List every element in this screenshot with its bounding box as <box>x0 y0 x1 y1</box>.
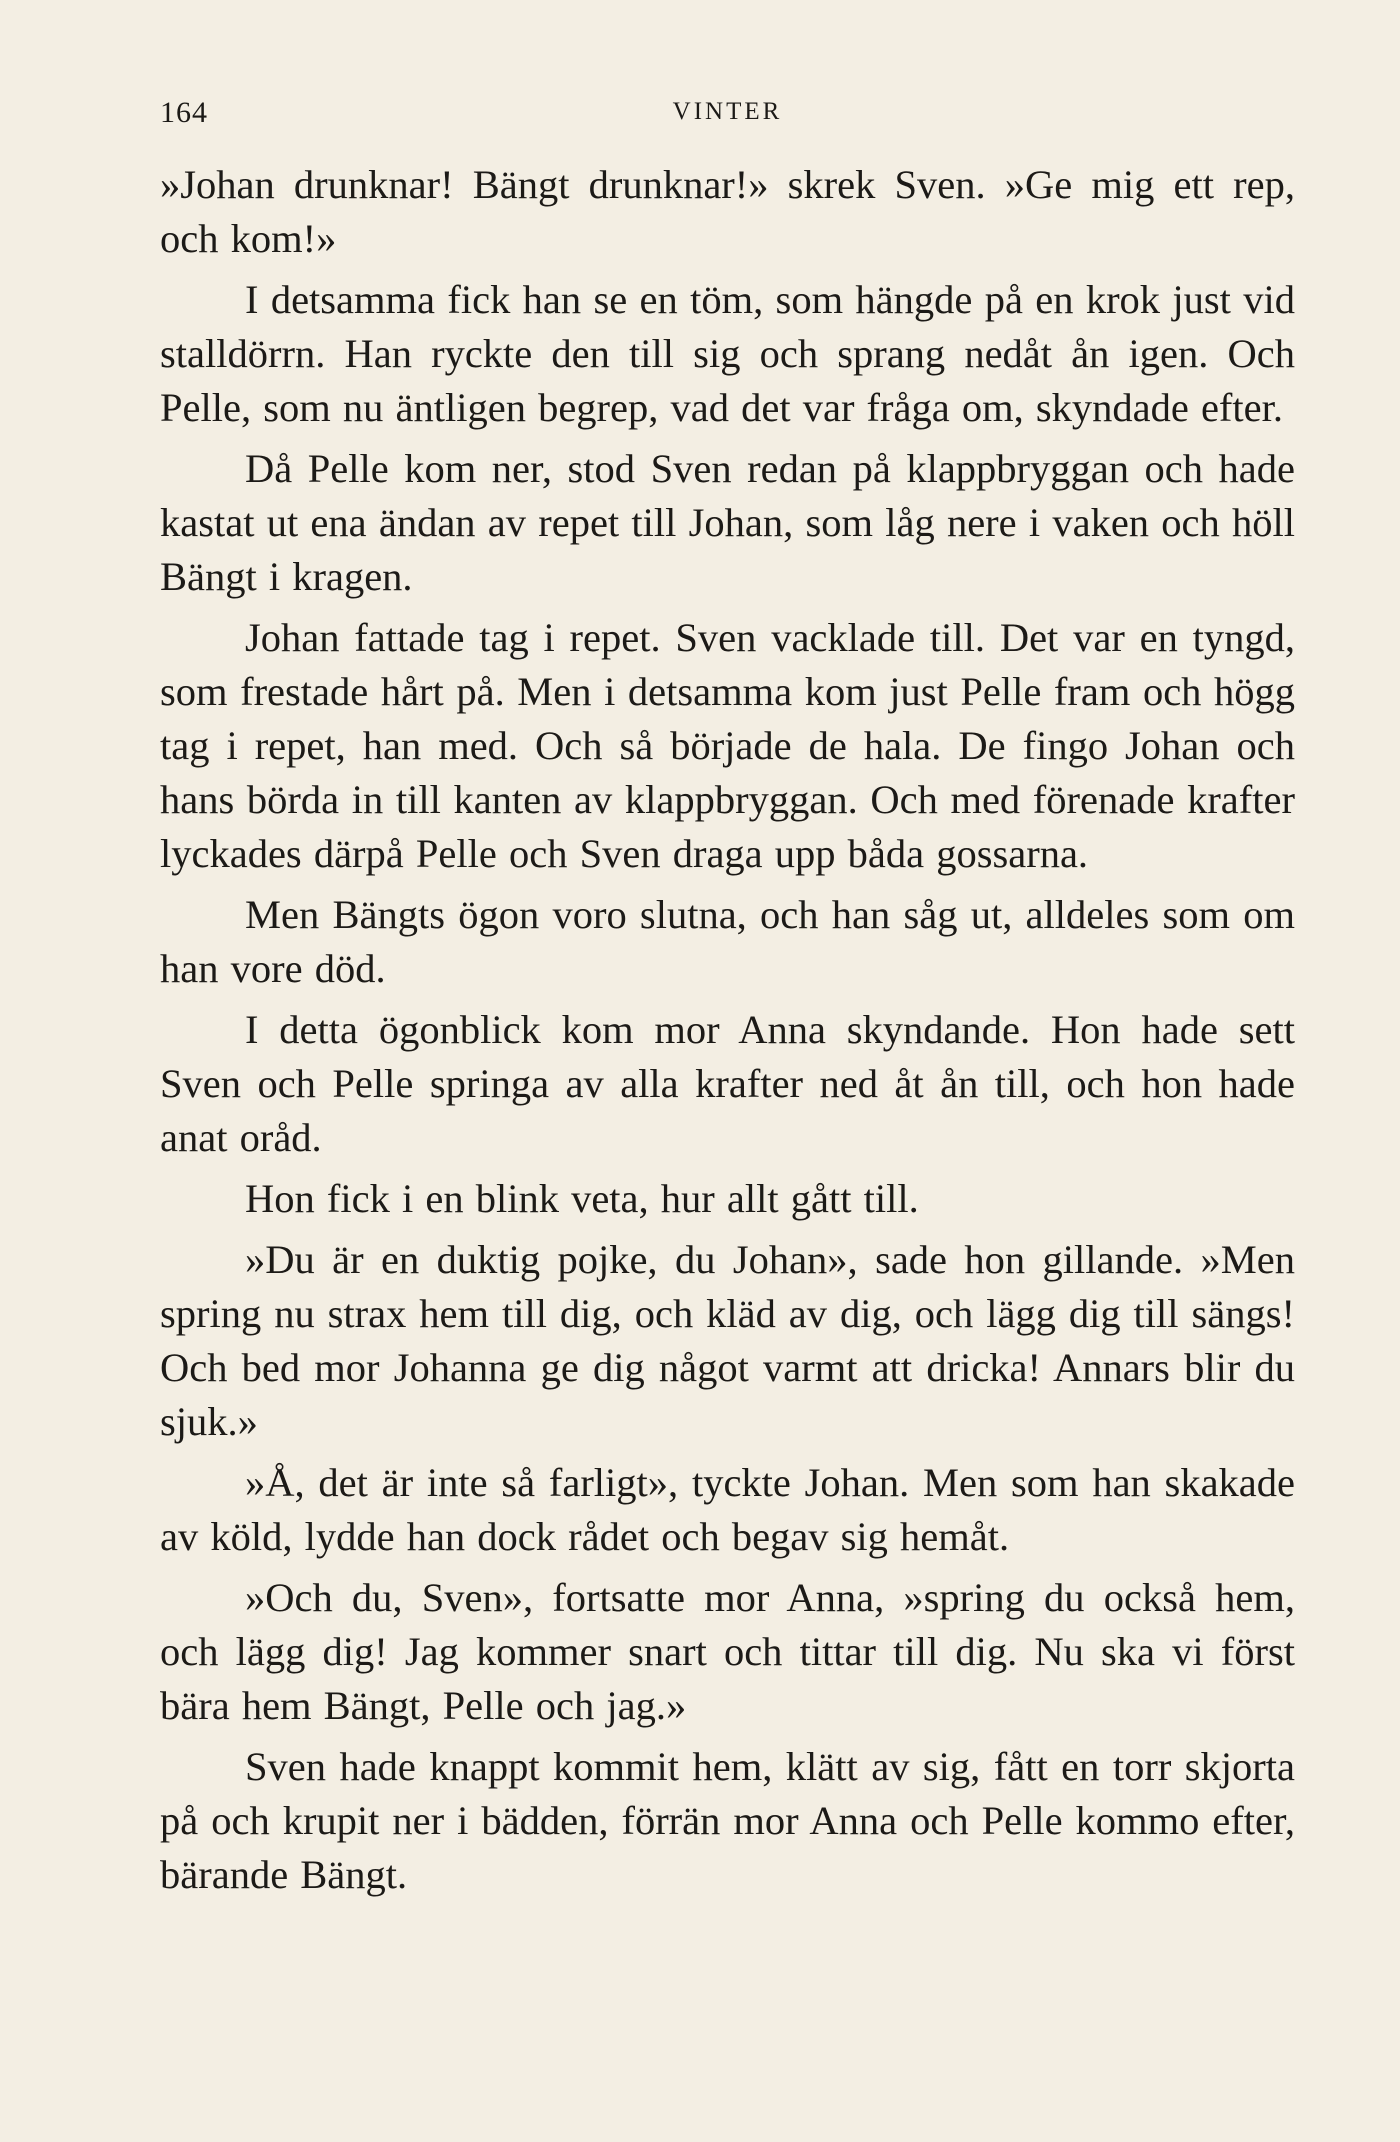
paragraph: »Johan drunknar! Bängt drunknar!» skrek Sven. »Ge mig ett rep, och kom!» <box>160 162 1295 261</box>
running-title: VINTER <box>672 98 783 125</box>
page-number: 164 <box>160 96 208 129</box>
paragraph: Men Bängts ögon voro slutna, och han såg ut, alldeles som om han vore död. <box>160 892 1295 991</box>
paragraph: Då Pelle kom ner, stod Sven redan på klappbryggan och hade kastat ut ena ändan av repet till Johan, som låg nere i vaken och höll Bängt i kragen. <box>160 446 1295 599</box>
paragraph: I detta ögonblick kom mor Anna skyndande. Hon hade sett Sven och Pelle springa av alla krafter ned åt ån till, och hon hade anat oråd. <box>160 1007 1295 1160</box>
body-text <box>160 158 1295 1909</box>
paragraph: Sven hade knappt kommit hem, klätt av sig, fått en torr skjorta på och krupit ner i bädden, förrän mor Anna och Pelle kommo efter, bärande Bängt. <box>160 1744 1295 1897</box>
paragraph: »Och du, Sven», fortsatte mor Anna, »spring du också hem, och lägg dig! Jag kommer snart och tittar till dig. Nu ska vi först bära hem Bängt, Pelle och jag.» <box>160 1575 1295 1728</box>
page-header <box>160 96 1295 136</box>
paragraph: »Å, det är inte så farligt», tyckte Johan. Men som han skakade av köld, lydde han dock rådet och begav sig hemåt. <box>160 1460 1295 1559</box>
paragraph: I detsamma fick han se en töm, som hängde på en krok just vid stalldörrn. Han ryckte den till sig och sprang nedåt ån igen. Och Pelle, som nu äntligen begrep, vad det var fråga om, skyndade efter. <box>160 277 1295 430</box>
paragraph: »Du är en duktig pojke, du Johan», sade hon gillande. »Men spring nu strax hem till dig, och kläd av dig, och lägg dig till sängs! Och bed mor Johanna ge dig något varmt att dricka! Annars blir du sjuk.» <box>160 1237 1295 1444</box>
paragraph: Hon fick i en blink veta, hur allt gått till. <box>245 1176 919 1221</box>
paragraph: Johan fattade tag i repet. Sven vacklade till. Det var en tyngd, som frestade hårt på. Men i detsamma kom just Pelle fram och högg tag i repet, han med. Och så började de hala. De fingo Johan och hans börda in till kanten av klappbryggan. Och med förenade krafter lyckades därpå Pelle och Sven draga upp båda gossarna. <box>160 615 1295 876</box>
